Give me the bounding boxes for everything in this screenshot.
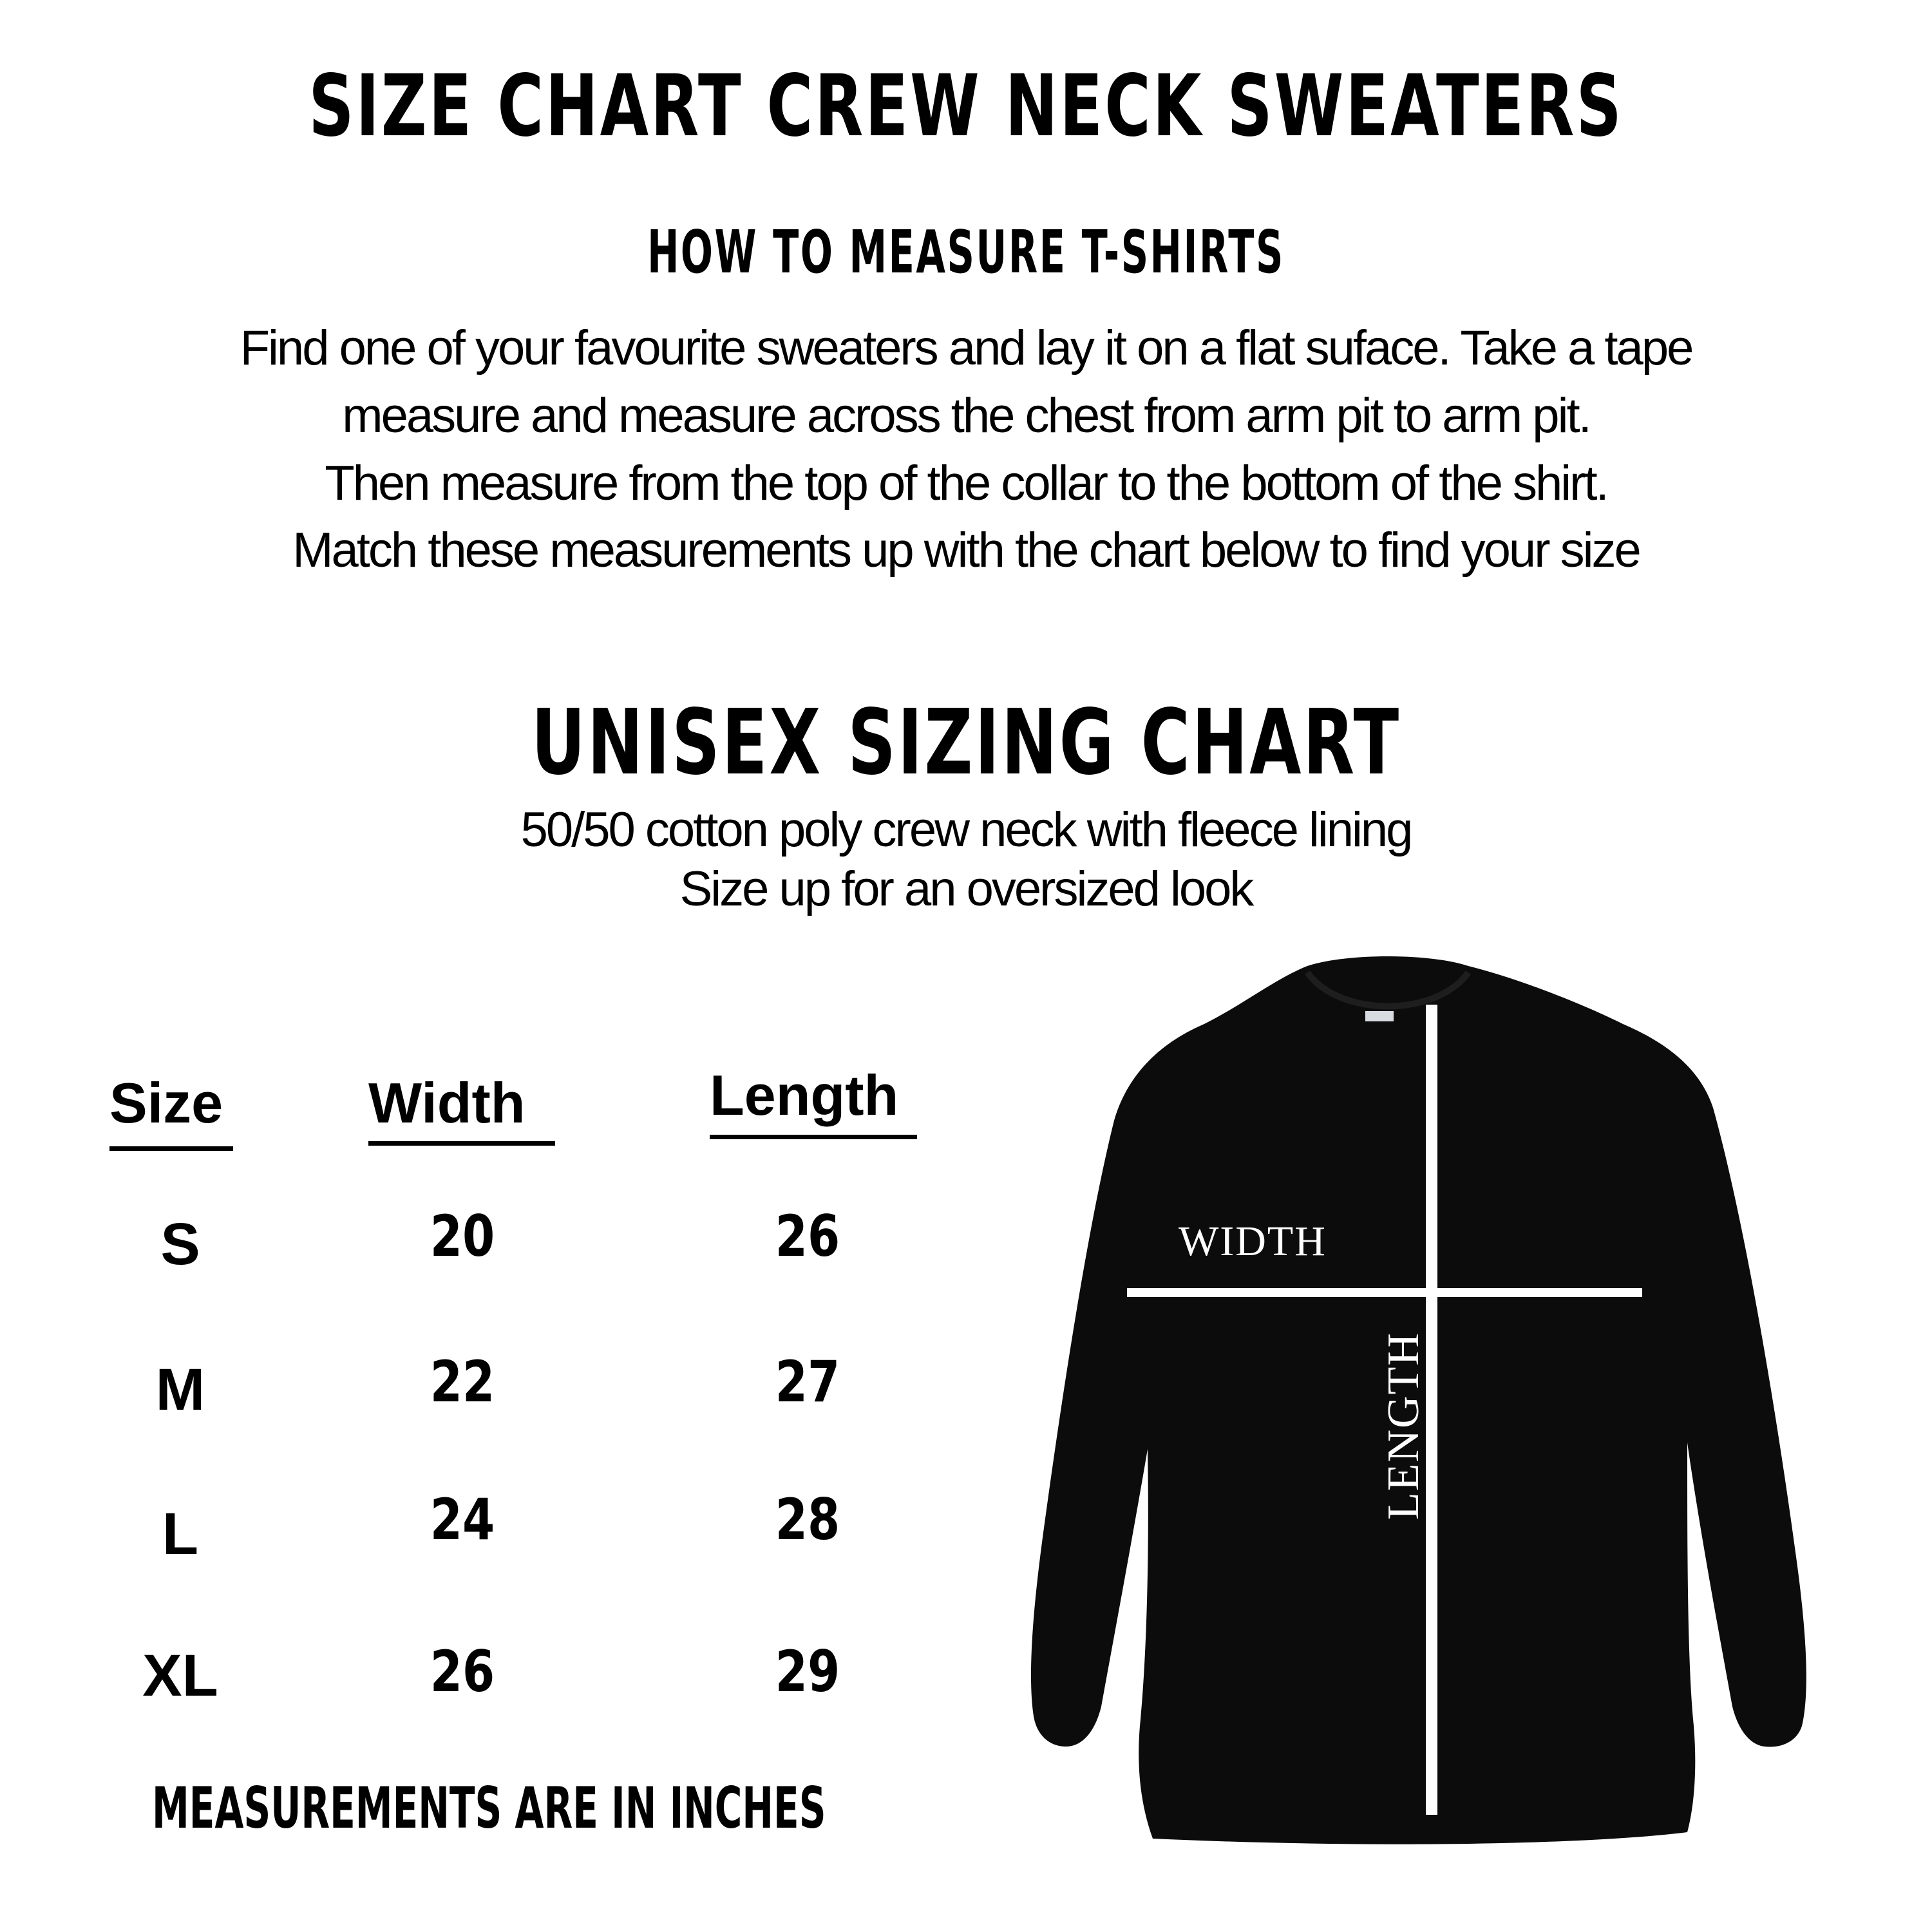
width-label: WIDTH <box>1179 1218 1327 1265</box>
width-cell: 24 <box>430 1486 495 1553</box>
instruction-line: Then measure from the top of the collar to the bottom of the shirt. <box>325 456 1607 511</box>
header-underline <box>109 1146 233 1151</box>
header-underline <box>710 1135 917 1139</box>
width-line <box>1127 1288 1642 1297</box>
chart-description: Size up for an oversized look <box>679 862 1253 916</box>
column-header-size: Size <box>109 1071 223 1135</box>
instruction-line: measure and measure across the chest from arm pit to arm pit. <box>342 388 1590 443</box>
size-cell: S <box>160 1211 200 1277</box>
page-title: SIZE CHART CREW NECK SWEATERS <box>308 57 1624 156</box>
section-subtitle: HOW TO MEASURE T-SHIRTS <box>647 218 1285 287</box>
column-header-width: Width <box>368 1071 541 1135</box>
instruction-line: Match these measurements up with the chart below to find your size <box>292 523 1640 578</box>
width-cell: 20 <box>430 1203 495 1269</box>
units-note: MEASUREMENTS ARE IN INCHES <box>152 1775 826 1841</box>
length-cell: 27 <box>775 1349 840 1415</box>
chart-description: 50/50 cotton poly crew neck with fleece lining <box>520 802 1412 857</box>
size-cell: L <box>162 1501 199 1567</box>
length-cell: 29 <box>775 1638 840 1705</box>
length-cell: 28 <box>775 1486 840 1553</box>
header-underline <box>368 1141 555 1146</box>
collar-tag <box>1365 1011 1394 1021</box>
instruction-line: Find one of your favourite sweaters and lay it on a flat suface. Take a tape <box>240 321 1692 375</box>
size-cell: M <box>155 1357 205 1423</box>
width-cell: 22 <box>430 1349 495 1415</box>
column-header-length: Length <box>710 1063 899 1127</box>
length-cell: 26 <box>775 1203 840 1269</box>
length-label: LENGTH <box>1379 1332 1428 1520</box>
size-cell: XL <box>142 1643 218 1709</box>
chart-title: UNISEX SIZING CHART <box>531 690 1401 795</box>
width-cell: 26 <box>430 1638 495 1705</box>
